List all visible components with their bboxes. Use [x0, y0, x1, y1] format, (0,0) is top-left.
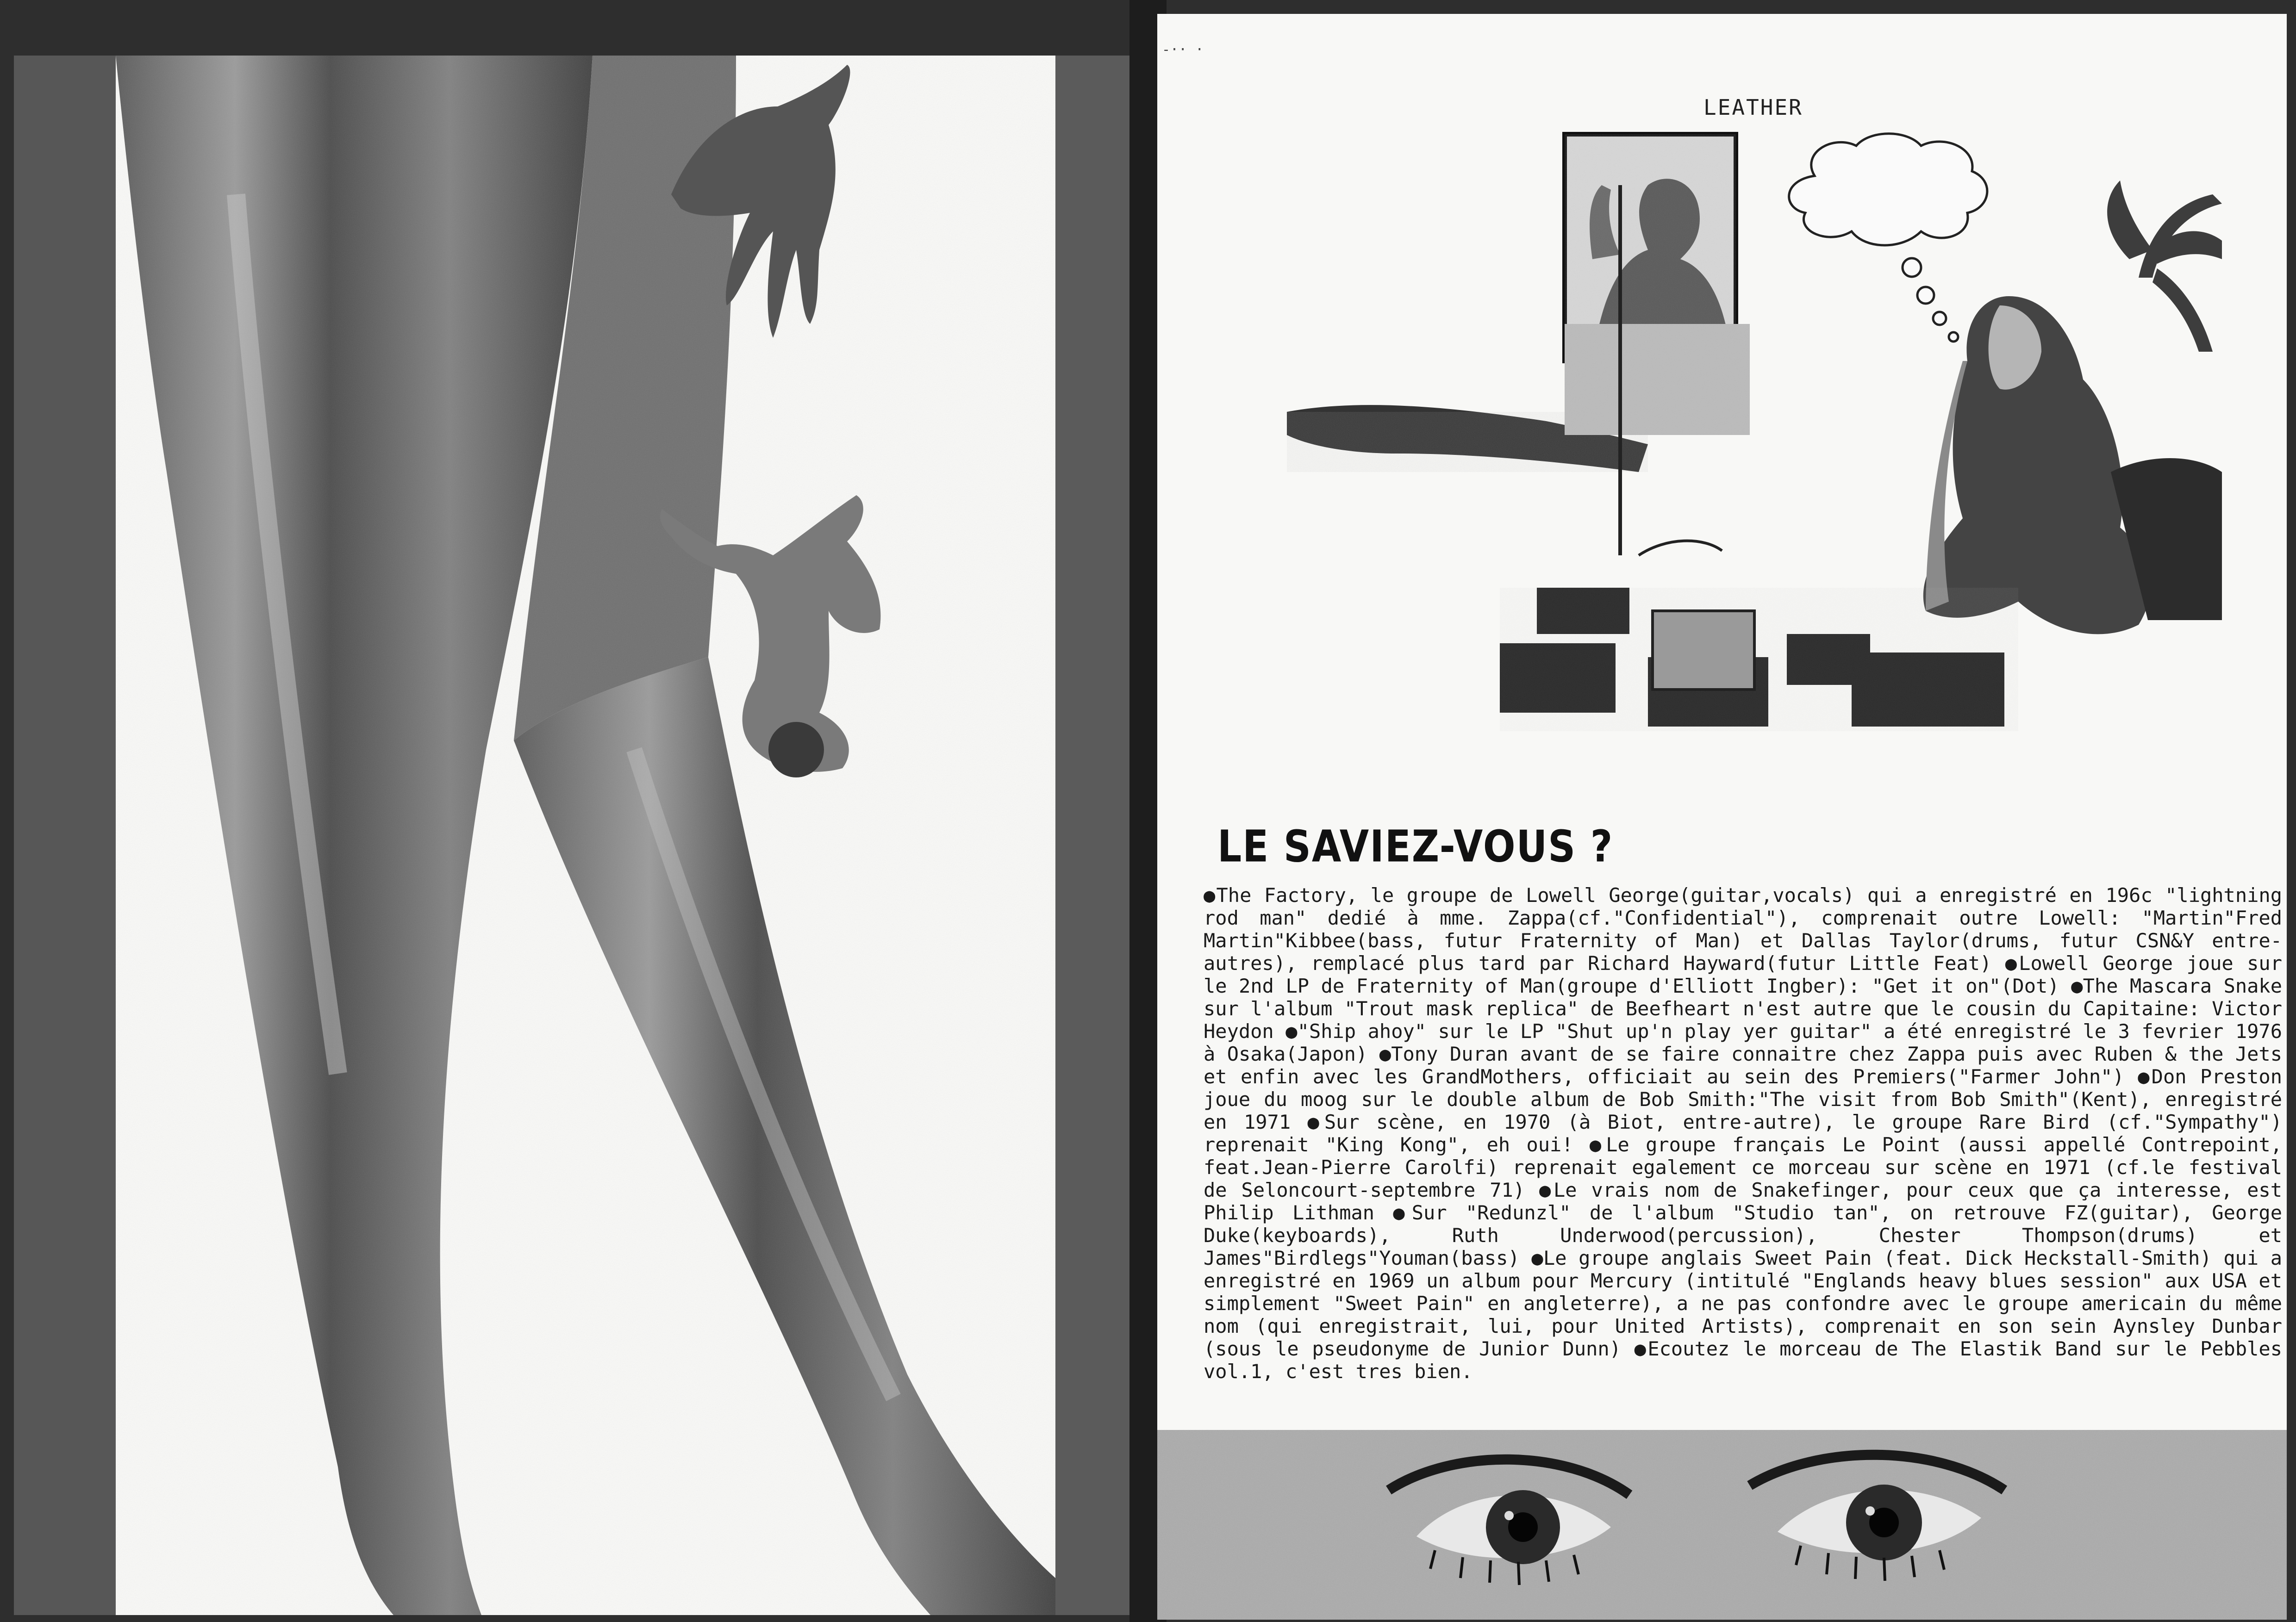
legs-collage-image: [14, 56, 1143, 1615]
left-page: [14, 56, 1143, 1615]
palm-tree-image: [2107, 180, 2222, 352]
page-corner-mark: -·· ·: [1162, 42, 1204, 58]
article-body: ●The Factory, le groupe de Lowell George(guitar,vocals) qui a enregistré en 196c "lightning rod man" dedié à mme. Zappa(cf."Confidential"), comprenait outre Lowell: "Martin"Fred Martin"Kibbee(bass, futur Fraternity of Man) et Dallas Taylor(drums, futur CSN&Y entre-autres), remplacé plus tard par Richard Hayward(futur Little Feat) ●Lowell George joue sur le 2nd LP de Fraternity of Man(groupe d'Elliott Ingber): "Get it on"(Dot) ●The Mascara Snake sur l'album "Trout mask replica" de Beefheart n'est autre que le cousin du Capitaine: Victor Heydon ●"Ship ahoy" sur le LP "Shut up'n play yer guitar" a été enregistré le 3 fevrier 1976 à Osaka(Japon) ●Tony Duran avant de se faire connaitre chez Zappa puis avec Ruben & the Jets et enfin avec les GrandMothers, officiait au sein des Premiers("Farmer John") ●Don Preston joue du moog sur le double album de Bob Smith:"The visit from Bob Smith"(Kent), enregistré en 1971 ●Sur scène, en 1970 (à Biot, entre-autre), le groupe Rare Bird (cf."Sympathy") reprenait "King Kong", eh oui! ●Le groupe français Le Point (aussi appellé Contrepoint, feat.Jean-Pierre Carolfi) reprenait egalement ce morceau sur scène en 1971 (cf.le festival de Seloncourt-septembre 71) ●Le vrais nom de Snakefinger, pour ceux que ça interesse, est Philip Lithman ●Sur "Redunzl" de l'album "Studio tan", on retrouve FZ(guitar), George Duke(keyboards), Ruth Underwood(percussion), Chester Thompson(drums) et James"Birdlegs"Youman(bass) ●Le groupe anglais Sweet Pain (feat. Dick Heckstall-Smith) qui a enregistré en 1969 un album pour Mercury (intitulé "Englands heavy blues session" aux USA et simplement "Sweet Pain" en angleterre), a ne pas confondre avec le groupe americain du même nom (qui enregistrait, lui, pour United Artists), comprenait en son sein Aynsley Dunbar (sous le pseudonyme de Junior Dunn) ●Ecoutez le morceau de The Elastik Band sur le Pebbles vol.1, c'est tres bien.: [1204, 884, 2282, 1383]
eyes-strip-image: [1157, 1430, 2287, 1620]
collage-illustration: [1268, 120, 2222, 750]
thought-bubble: [1789, 134, 1987, 342]
sitting-woman-image: [1923, 296, 2150, 634]
thought-bubble-label: LEATHER: [1703, 95, 1803, 120]
right-page: [1157, 14, 2287, 1620]
article-heading: LE SAVIEZ-VOUS ?: [1217, 821, 1614, 872]
